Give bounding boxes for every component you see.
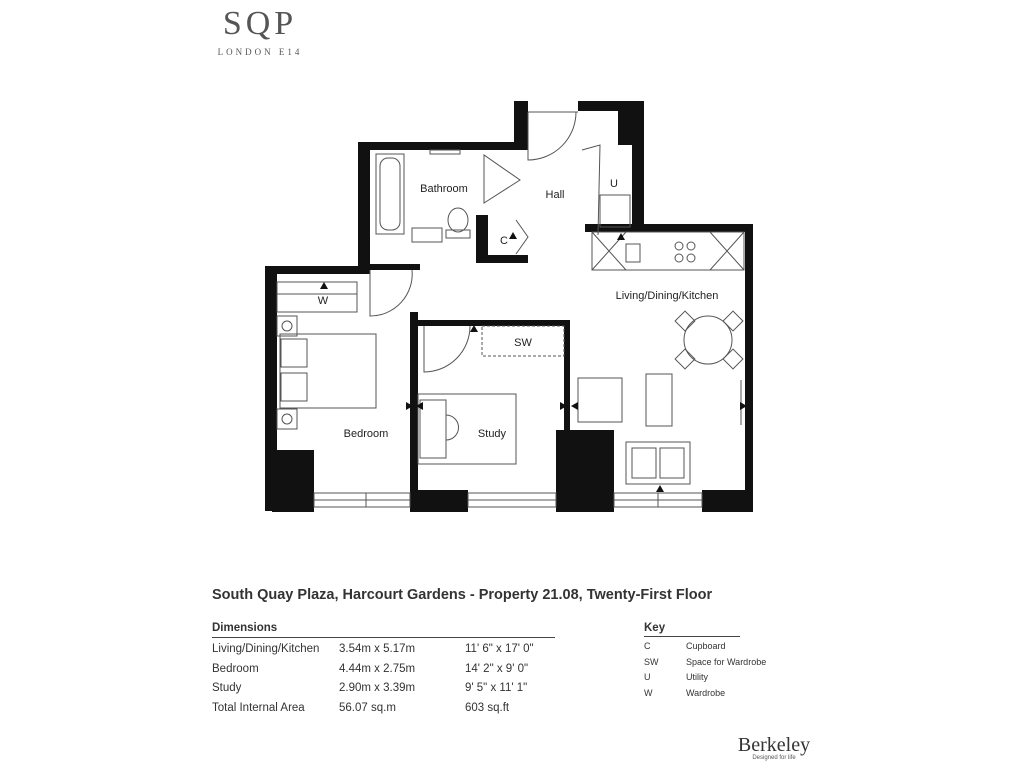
key-heading: Key (644, 622, 740, 637)
cupboard-label: C (500, 235, 508, 247)
key-item (644, 684, 740, 700)
key-label: Space for Wardrobe (686, 656, 767, 667)
logo-subtitle: LONDON E14 (217, 47, 303, 57)
living-label: Living/Dining/Kitchen (615, 290, 719, 302)
key-legend (644, 622, 767, 699)
dimensions-row (212, 697, 555, 717)
imperial-size: 9' 5" x 11' 1" (465, 682, 528, 694)
metric-size: 4.44m x 2.75m (339, 662, 416, 675)
key-code: C (644, 641, 651, 651)
logo-mark: SQP (222, 5, 298, 42)
wardrobe-label: W (317, 295, 329, 307)
property-title: South Quay Plaza, Harcourt Gardens - Property 21.08, Twenty-First Floor (212, 587, 713, 603)
metric-size: 3.54m x 5.17m (339, 643, 416, 655)
key-code: W (644, 687, 653, 698)
key-item (644, 653, 767, 669)
key-item (644, 668, 740, 684)
dimensions-heading: Dimensions (212, 622, 555, 638)
brand-name: Berkeley (737, 734, 811, 756)
key-label: Wardrobe (686, 687, 726, 698)
room-name: Study (212, 682, 242, 694)
hall-label: Hall (545, 189, 565, 201)
imperial-size: 14' 2" x 9' 0" (465, 662, 529, 675)
metric-size: 56.07 sq.m (339, 701, 396, 714)
room-name: Living/Dining/Kitchen (212, 643, 320, 655)
key-label: Utility (686, 672, 708, 682)
study-label: Study (477, 428, 507, 440)
key-label: Cupboard (686, 641, 726, 651)
outline-walls (265, 101, 753, 512)
key-code: SW (644, 656, 659, 667)
dimensions-row (212, 677, 555, 697)
utility-label: U (610, 178, 618, 190)
thin-lines (277, 112, 744, 507)
imperial-size: 11' 6" x 17' 0" (465, 643, 534, 655)
brand-tagline: Designed for life (752, 755, 796, 761)
space-for-wardrobe-label: SW (514, 337, 532, 349)
room-labels (318, 178, 719, 440)
dimensions-row (212, 638, 555, 658)
dimensions-table (212, 622, 555, 716)
bedroom-label: Bedroom (343, 428, 389, 440)
metric-size: 2.90m x 3.39m (339, 682, 416, 694)
key-code: U (644, 672, 651, 682)
key-item (644, 637, 740, 653)
room-name: Total Internal Area (212, 701, 305, 714)
bathroom-label: Bathroom (420, 183, 468, 195)
door-arrows (317, 232, 747, 492)
berkeley-logo (730, 734, 818, 761)
dimensions-row (212, 658, 555, 678)
imperial-size: 603 sq.ft (465, 701, 510, 714)
room-name: Bedroom (212, 662, 259, 675)
